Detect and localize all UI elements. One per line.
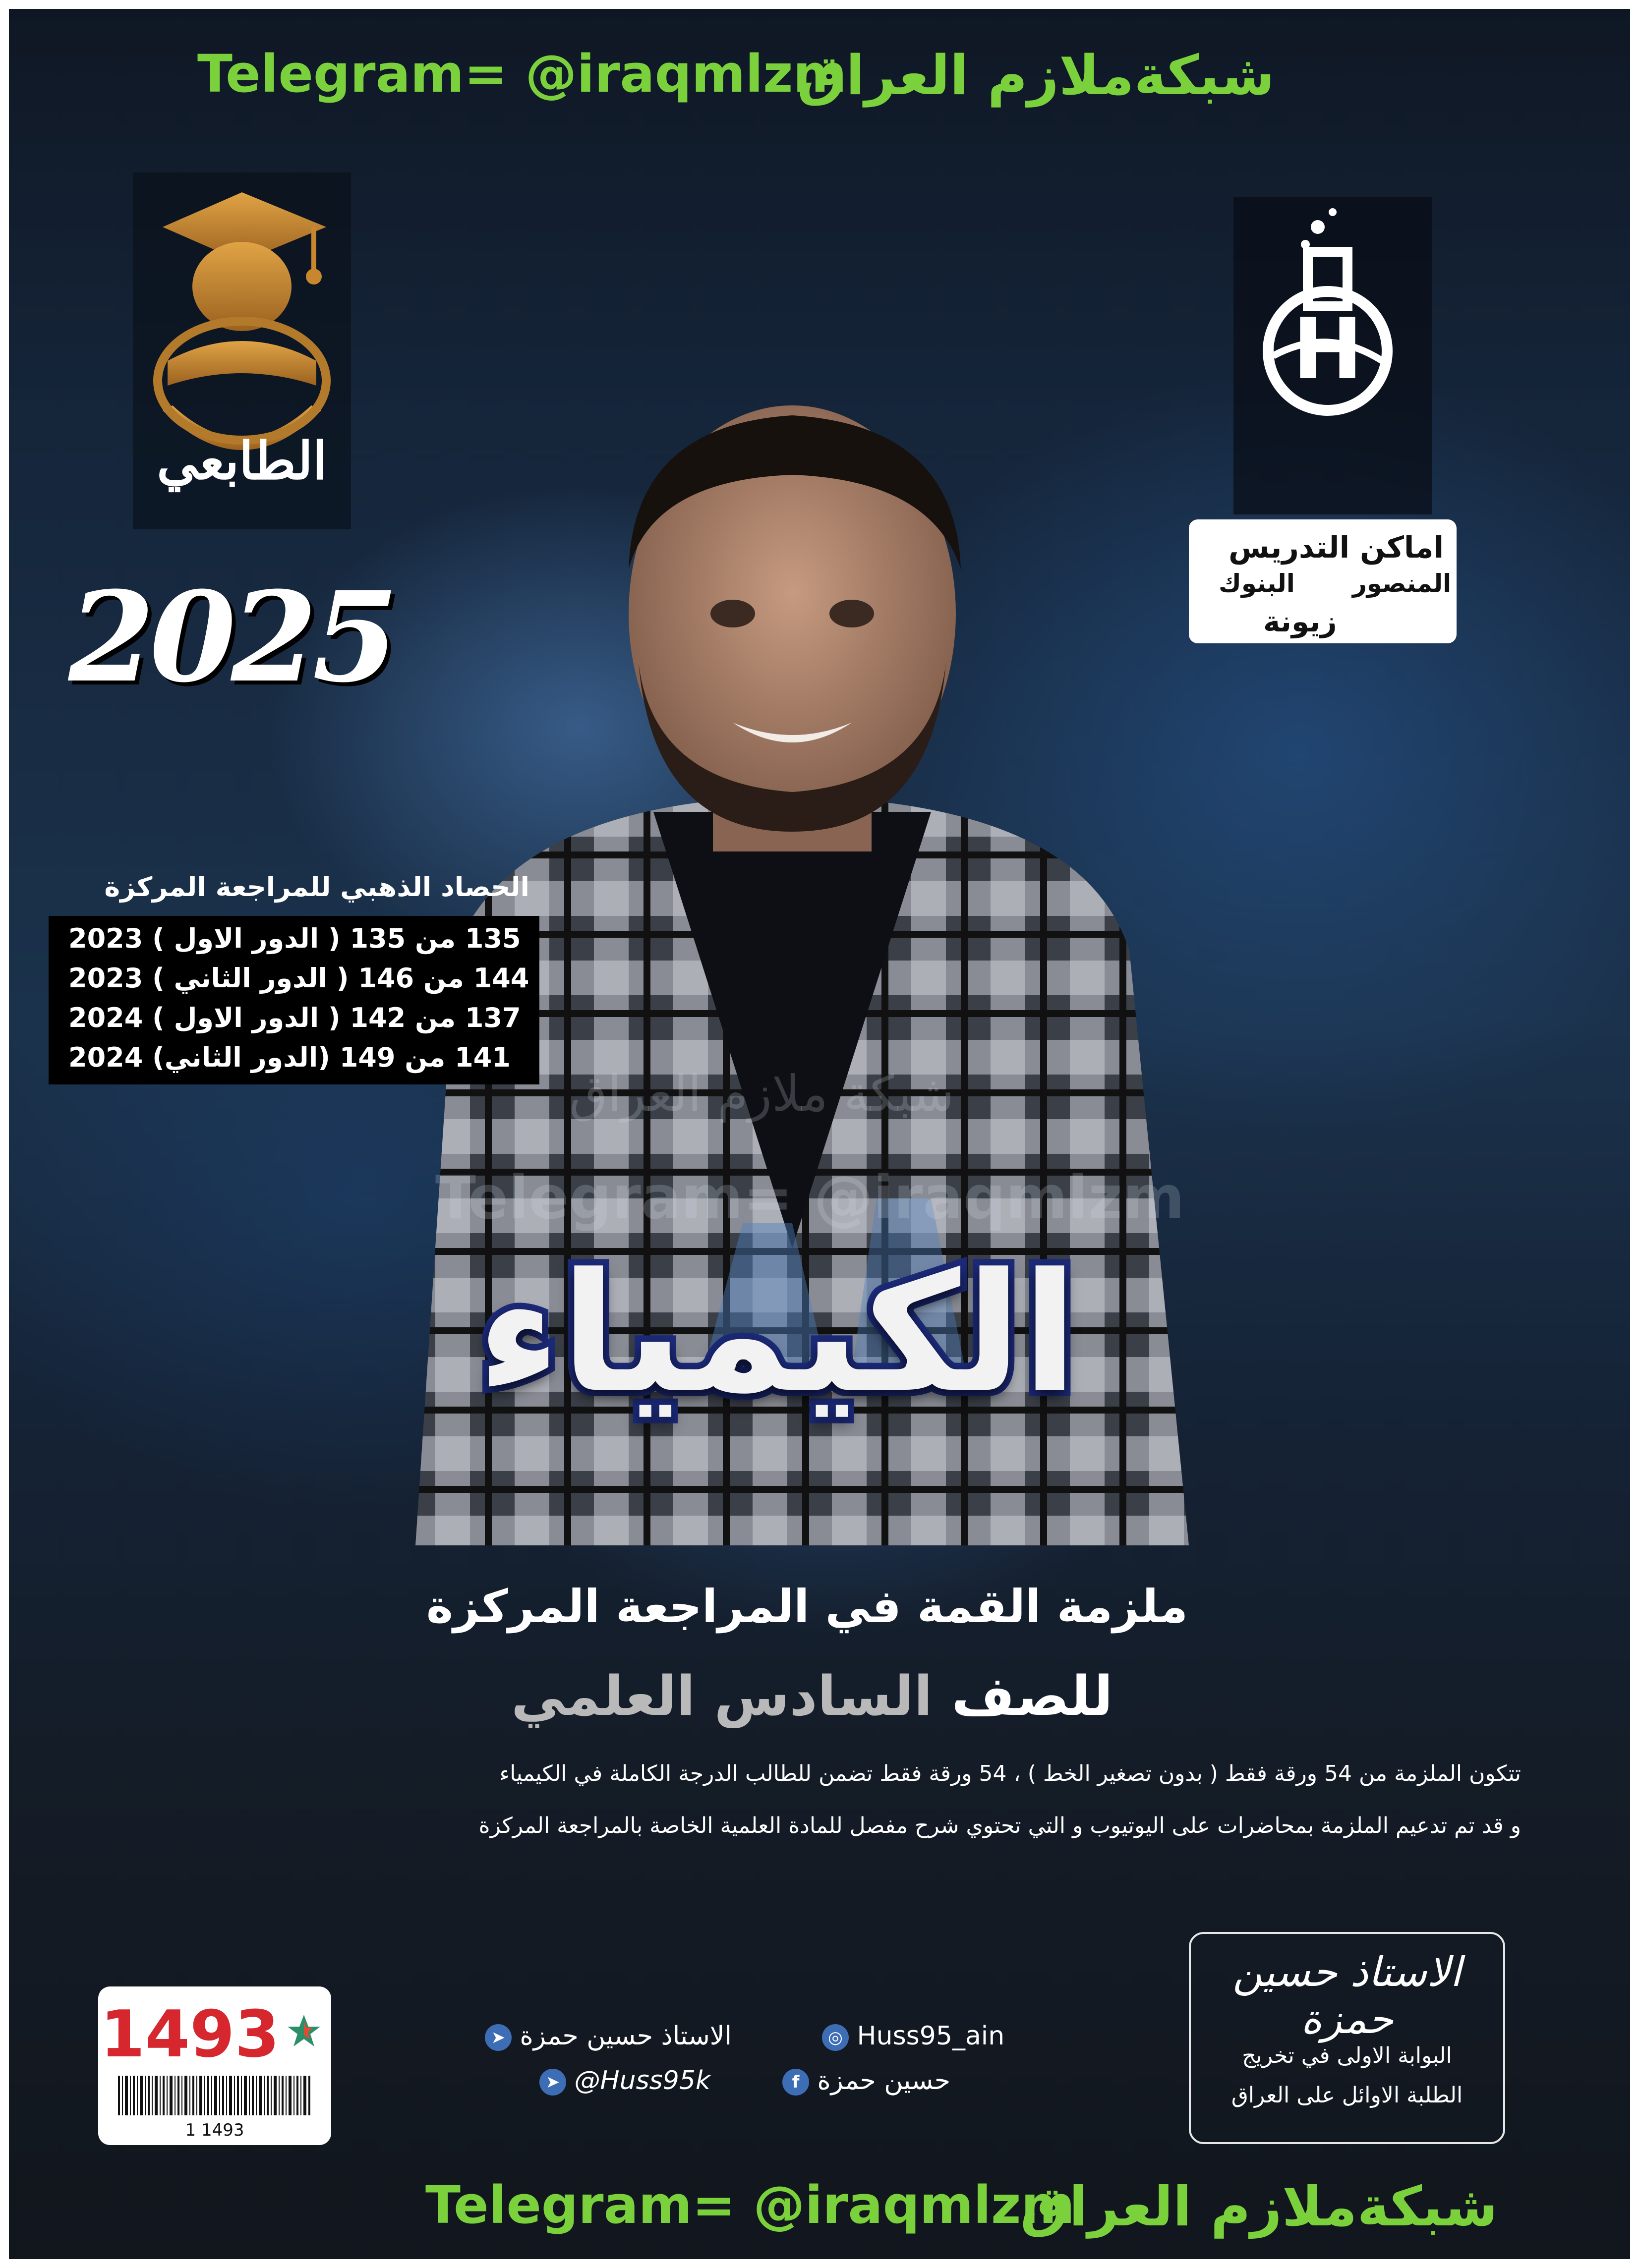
barcode-bars xyxy=(118,2076,311,2115)
header-network-name: شبكةملازم العراق xyxy=(797,44,1275,107)
facebook-icon: f xyxy=(782,2069,809,2096)
footer-network-name: شبكةملازم العراق xyxy=(1020,2175,1498,2238)
description-line-2: و قد تم تدعيم الملزمة بمحاضرات على اليوتيوب و التي تحتوي شرح مفصل للمادة العلمية الخاصة بالمراجعة المركزة xyxy=(478,1813,1521,1838)
instagram-icon: ◎ xyxy=(822,2024,849,2051)
teacher-signature: الاستاذ حسين حمزة xyxy=(1232,1949,1462,2043)
teaching-place-1: المنصور xyxy=(1352,569,1452,598)
grade-name: السادس العلمي xyxy=(511,1664,933,1728)
golden-harvest-title: الحصاد الذهبي للمراجعة المركزة xyxy=(104,871,529,903)
teaching-place-2: البنوك xyxy=(1219,569,1295,598)
svg-text:H: H xyxy=(1292,300,1363,398)
subject-title: الكيمياء xyxy=(476,1238,1078,1428)
edition-year: 2025 xyxy=(68,564,394,710)
telegram-icon: ➤ xyxy=(539,2069,566,2096)
result-line-3: 137 من 142 ( الدور الاول ) 2024 xyxy=(68,1002,521,1033)
grade-line xyxy=(396,1664,1229,1728)
teacher-logo xyxy=(1233,197,1432,514)
result-line-1: 135 من 135 ( الدور الاول ) 2023 xyxy=(68,923,521,954)
facebook-name: حسين حمزة xyxy=(817,2066,951,2096)
star-icon xyxy=(287,2014,321,2048)
telegram-handle-link[interactable] xyxy=(539,2066,710,2096)
barcode-label xyxy=(98,1986,331,2145)
telegram-icon: ➤ xyxy=(485,2024,512,2051)
golden-harvest-results xyxy=(49,916,539,1084)
footer-telegram: Telegram= @iraqmlzm xyxy=(425,2175,1075,2235)
seal-line-2: الطلبة الاوائل على العراق xyxy=(1231,2083,1463,2108)
teaching-places-box xyxy=(1189,519,1457,643)
instagram-handle: Huss95_ain xyxy=(857,2021,1005,2051)
result-line-4: 141 من 149 (الدور الثاني) 2024 xyxy=(68,1042,511,1073)
header-telegram: Telegram= @iraqmlzm xyxy=(197,44,847,104)
watermark-arabic: شبكة ملازم العراق xyxy=(569,1065,954,1123)
flask-h-icon xyxy=(1233,197,1432,514)
book-cover xyxy=(9,9,1630,2259)
publisher-name: الطابعي xyxy=(157,430,327,491)
grade-prefix: للصف xyxy=(951,1664,1113,1728)
teaching-place-3: زيونة xyxy=(1263,605,1337,638)
teacher-seal xyxy=(1189,1932,1505,2144)
telegram-name-link[interactable] xyxy=(485,2021,732,2051)
result-line-2: 144 من 146 ( الدور الثاني ) 2023 xyxy=(68,963,529,994)
product-code: 1493 xyxy=(100,1996,280,2072)
barcode-text: 1 1493 xyxy=(185,2120,244,2140)
watermark-telegram: Telegram= @iraqmlzm xyxy=(435,1164,1185,1233)
teaching-places-title: اماكن التدريس xyxy=(1229,530,1444,565)
description-line-1: تتكون الملزمة من 54 ورقة فقط ( بدون تصغير الخط ) ، 54 ورقة فقط تضمن للطالب الدرجة الكاملة في الكيمياء xyxy=(499,1761,1521,1786)
seal-line-1: البوابة الاولى في تخريج xyxy=(1242,2043,1452,2068)
booklet-subtitle: ملزمة القمة في المراجعة المركزة xyxy=(426,1580,1188,1633)
telegram-handle: @Huss95k xyxy=(574,2066,711,2096)
instagram-link[interactable] xyxy=(822,2021,1004,2051)
facebook-link[interactable] xyxy=(782,2066,950,2096)
telegram-name: الاستاذ حسين حمزة xyxy=(520,2021,732,2051)
